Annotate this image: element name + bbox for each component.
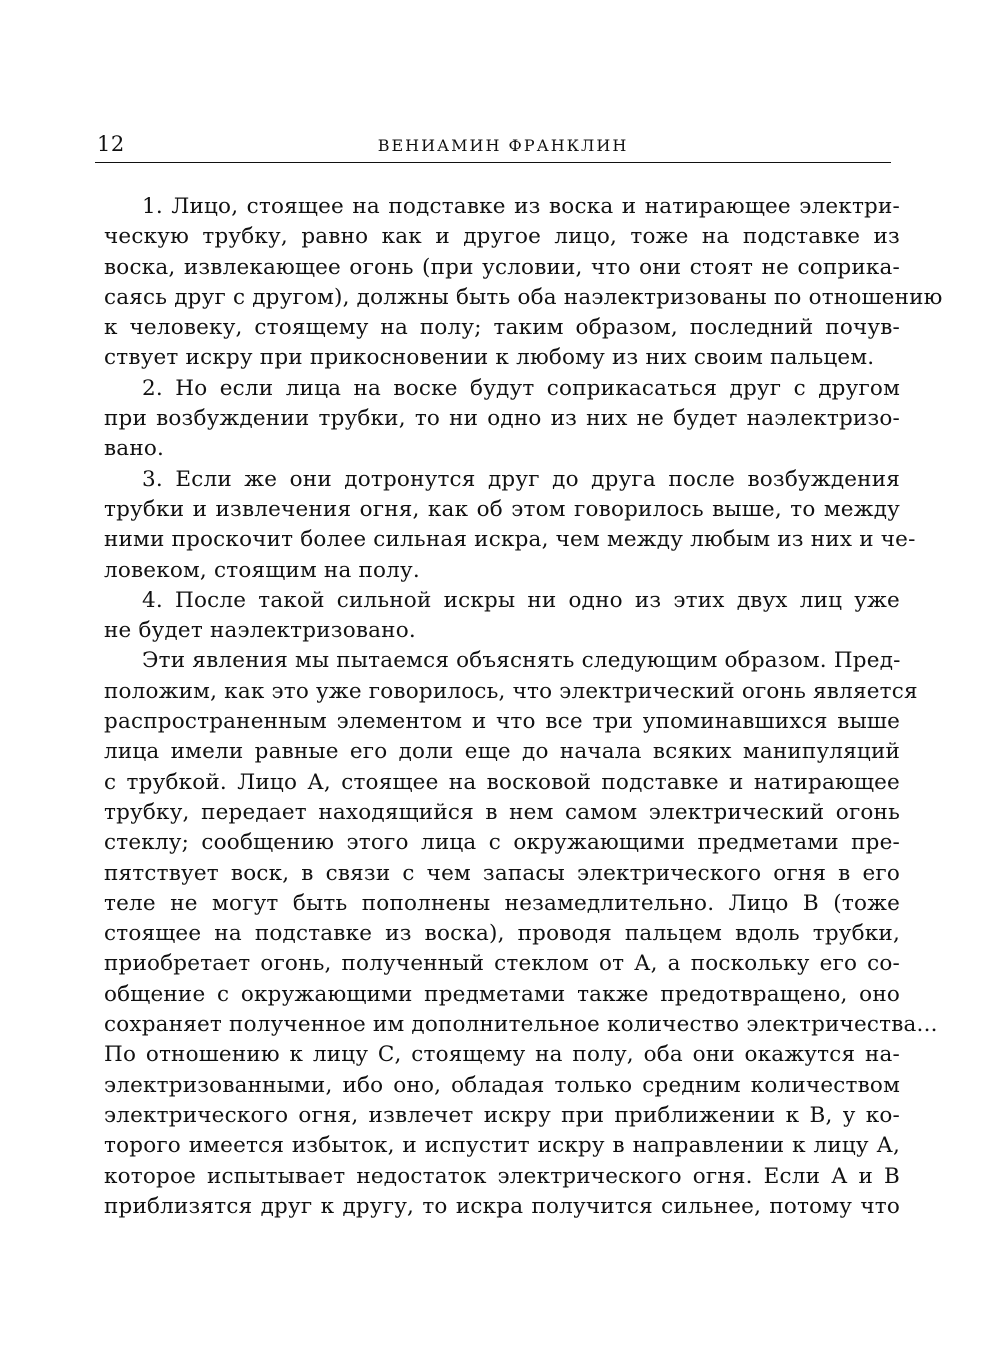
text-line: воска, извлекающее огонь (при условии, что они стоят не соприка- — [104, 254, 900, 280]
text-line: к человеку, стоящему на полу; таким образом, последний почув- — [104, 315, 900, 341]
text-line: пятствует воск, в связи с чем запасы электрического огня в его — [104, 860, 900, 886]
text-line: приблизятся друг к другу, то искра получится сильнее, потому что — [104, 1193, 900, 1219]
text-line: не будет наэлектризовано. — [104, 618, 416, 644]
paragraph — [104, 465, 916, 586]
text-line: ними проскочит более сильная искра, чем между любым из них и че- — [104, 527, 916, 553]
text-line: стеклу; сообщению этого лица с окружающими предметами пре- — [104, 830, 900, 856]
text-line: 3. Если же они дотронутся друг до друга после возбуждения — [142, 466, 900, 492]
text-line: саясь друг с другом), должны быть оба наэлектризованы по отношению — [104, 284, 943, 310]
paragraph — [104, 192, 943, 374]
paragraph — [104, 374, 900, 465]
text-line: сохраняет полученное им дополнительное количество электричества... — [104, 1012, 938, 1038]
text-line: с трубкой. Лицо А, стоящее на восковой подставке и натирающее — [104, 769, 900, 795]
header-rule — [95, 162, 891, 163]
text-line: ствует искру при прикосновении к любому из них своим пальцем. — [104, 345, 875, 371]
text-line: положим, как это уже говорилось, что электрический огонь является — [104, 678, 918, 704]
text-line: при возбуждении трубки, то ни одно из них не будет наэлектризо- — [104, 406, 900, 432]
text-line: трубки и извлечения огня, как об этом говорилось выше, то между — [104, 496, 900, 522]
text-line: общение с окружающими предметами также предотвращено, оно — [104, 981, 900, 1007]
text-line: стоящее на подставке из воска), проводя пальцем вдоль трубки, — [104, 921, 900, 947]
text-line: вано. — [104, 436, 165, 462]
text-line: приобретает огонь, полученный стеклом от А, а поскольку его со- — [104, 951, 900, 977]
running-title: ВЕНИАМИН ФРАНКЛИН — [377, 136, 629, 155]
paragraph — [104, 586, 900, 647]
text-line: которое испытывает недостаток электрического огня. Если А и В — [104, 1163, 900, 1189]
text-line: ческую трубку, равно как и другое лицо, тоже на подставке из — [104, 224, 900, 250]
text-line: ловеком, стоящим на полу. — [104, 557, 420, 583]
text-line: электрического огня, извлечет искру при приближении к В, у ко- — [104, 1102, 900, 1128]
paragraph — [104, 646, 938, 1222]
text-line: 1. Лицо, стоящее на подставке из воска и натирающее электри- — [142, 194, 900, 219]
text-line: 2. Но если лица на воске будут соприкасаться друг с другом — [142, 375, 900, 401]
text-line: 4. После такой сильной искры ни одно из этих двух лиц уже — [142, 587, 900, 613]
text-line: Эти явления мы пытаемся объяснять следующим образом. Пред- — [142, 648, 901, 674]
text-line: трубку, передает находящийся в нем самом электрический огонь — [104, 799, 900, 825]
text-line: электризованными, ибо оно, обладая только средним количеством — [104, 1072, 900, 1098]
text-line: лица имели равные его доли еще до начала всяких манипуляций — [104, 739, 900, 765]
text-line: По отношению к лицу С, стоящему на полу, оба они окажутся на- — [104, 1042, 900, 1068]
page-header — [95, 128, 891, 164]
text-line: торого имеется избыток, и испустит искру в направлении к лицу А, — [104, 1133, 900, 1159]
text-line: теле не могут быть пополнены незамедлительно. Лицо В (тоже — [104, 890, 900, 916]
text-line: распространенным элементом и что все три упоминавшихся выше — [104, 709, 900, 735]
page-number: 12 — [97, 132, 125, 156]
body-text — [104, 192, 943, 1222]
